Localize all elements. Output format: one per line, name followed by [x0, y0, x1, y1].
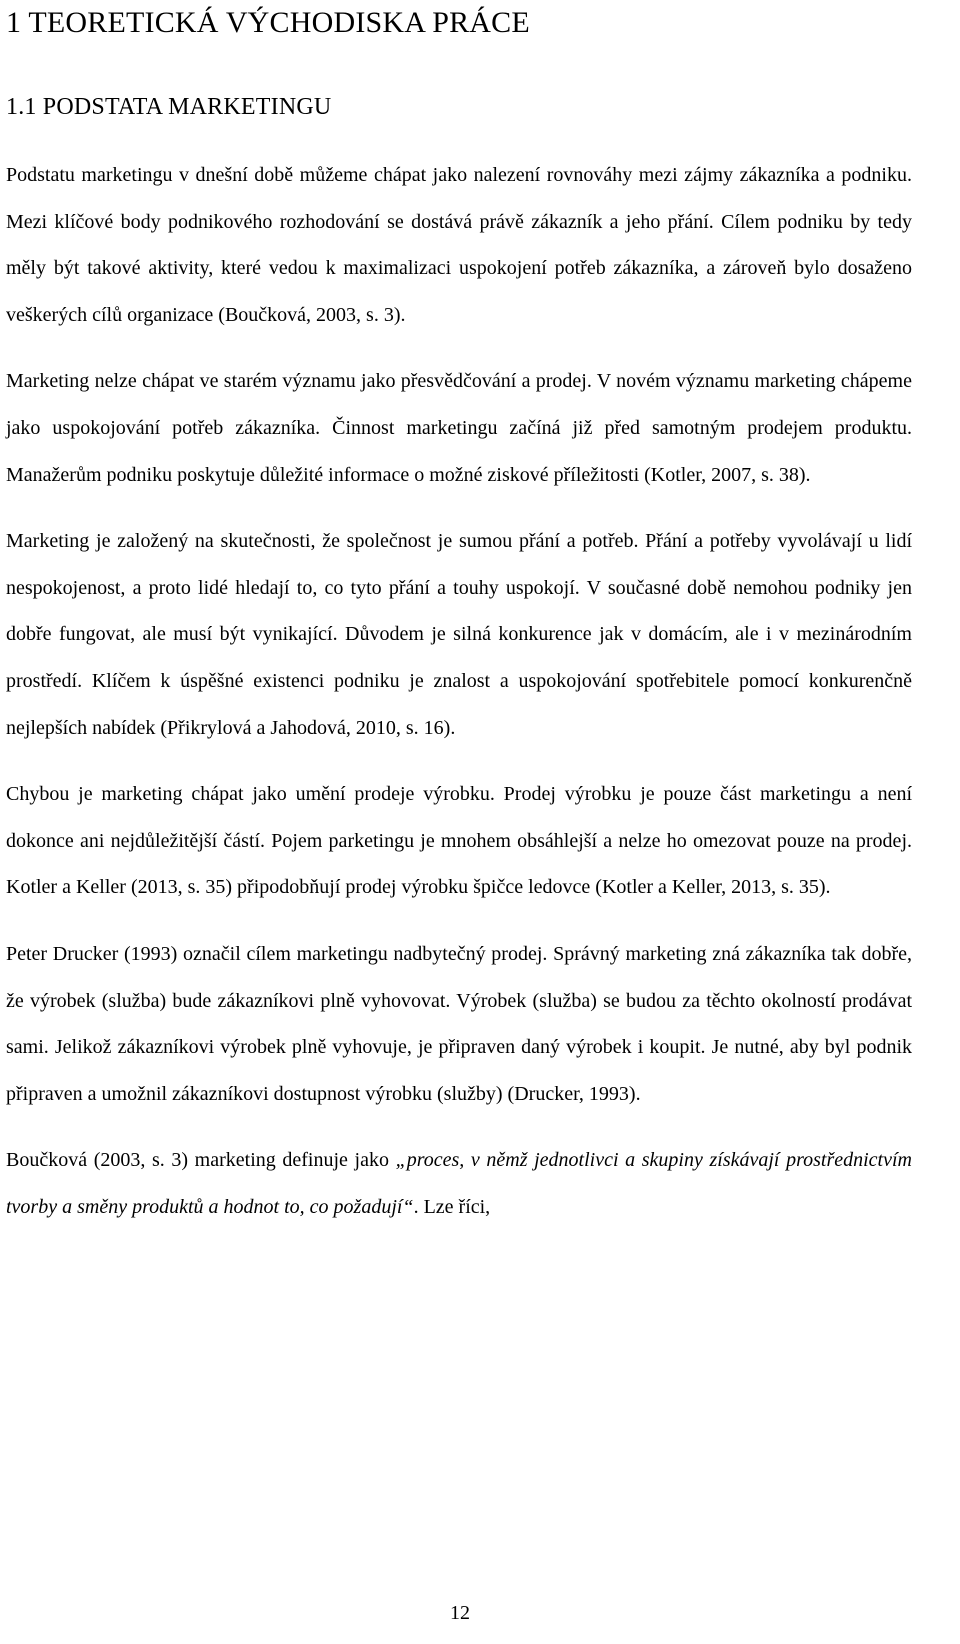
definition-quote: „proces, v němž jednotlivci a skupiny získávají prostřednictvím tvorby a směny produktů a hodnot to, co požadují“ [6, 1149, 912, 1218]
page-number: 12 [450, 1602, 470, 1624]
definition-lead: Boučková (2003, s. 3) marketing definuje jako [6, 1149, 396, 1172]
section-heading: 1.1 PODSTATA MARKETINGU [6, 94, 332, 120]
paragraph: Marketing je založený na skutečnosti, že společnost je sumou přání a potřeb. Přání a potřeby vyvolávají u lidí nespokojenost, a proto lidé hledají to, co tyto přání a touhy uspokojí. V současné době nemohou podniky jen dobře fungovat, ale musí být vynikající. Důvodem je silná konkurence jak v domácím, ale i v mezinárodním prostředí. Klíčem k úspěšné existenci podniku je znalost a uspokojování spotřebitele pomocí konkurenčně nejlepších nabídek (Přikrylová a Jahodová, 2010, s. 16). [6, 530, 912, 739]
page-content [6, 0, 912, 1230]
paragraph: Podstatu marketingu v dnešní době můžeme chápat jako nalezení rovnováhy mezi zájmy zákazníka a podniku. Mezi klíčové body podnikového rozhodování se dostává právě zákazník a jeho přání. Cílem podniku by tedy měly být takové aktivity, které vedou k maximalizaci uspokojení potřeb zákazníka, a zároveň bylo dosaženo veškerých cílů organizace (Boučková, 2003, s. 3). [6, 164, 912, 326]
paragraph: Peter Drucker (1993) označil cílem marketingu nadbytečný prodej. Správný marketing zná zákazníka tak dobře, že výrobek (služba) bude zákazníkovi plně vyhovovat. Výrobek (služba) se budou za těchto okolností prodávat sami. Jelikož zákazníkovi výrobek plně vyhovuje, je připraven daný výrobek i koupit. Je nutné, aby byl podnik připraven a umožnil zákazníkovi dostupnost výrobku (služby) (Drucker, 1993). [6, 942, 912, 1105]
definition-tail: . Lze říci, [413, 1195, 491, 1218]
chapter-heading: 1 TEORETICKÁ VÝCHODISKA PRÁCE [6, 6, 530, 39]
paragraph: Chybou je marketing chápat jako umění prodeje výrobku. Prodej výrobku je pouze část marketingu a není dokonce ani nejdůležitější částí. Pojem parketingu je mnohem obsáhlejší a nelze ho omezovat pouze na prodej. Kotler a Keller (2013, s. 35) připodobňují prodej výrobku špičce ledovce (Kotler a Keller, 2013, s. 35). [6, 783, 912, 899]
paragraph: Marketing nelze chápat ve starém významu jako přesvědčování a prodej. V novém významu marketing chápeme jako uspokojování potřeb zákazníka. Činnost marketingu začíná již před samotným prodejem produktu. Manažerům podniku poskytuje důležité informace o možné ziskové příležitosti (Kotler, 2007, s. 38). [6, 370, 912, 486]
paragraph-definition [6, 1137, 912, 1230]
